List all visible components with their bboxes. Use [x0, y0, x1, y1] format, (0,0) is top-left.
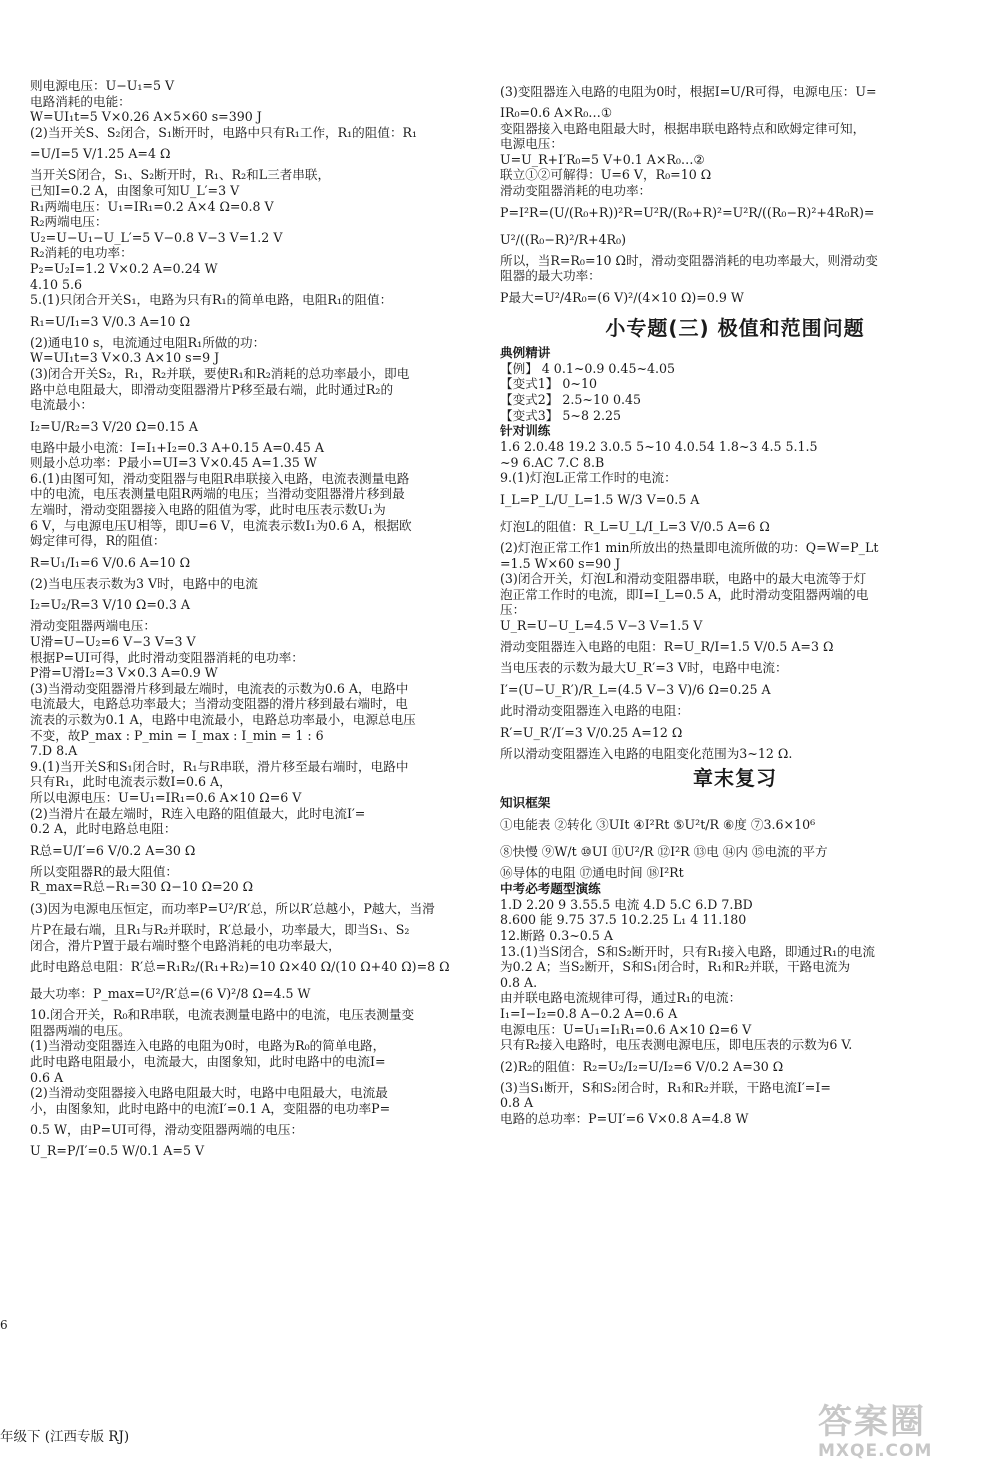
text-line: 所以变阻器R的最大阻值： [30, 863, 179, 879]
text-line: U滑=U−U₂=6 V−3 V=3 V [30, 634, 196, 650]
text-line: P₂=U₂I=1.2 V×0.2 A=0.24 W [30, 260, 218, 276]
text-line: 所以滑动变阻器连入电路的电阻变化范围为3~12 Ω. [500, 745, 793, 761]
text-line: 9.(1)当开关S和S₁闭合时，R₁与R串联，滑片移至最右端时，电路中 [30, 758, 409, 774]
text-line: (2)灯泡正常工作1 min所放出的热量即电流所做的功：Q=W=P_Lt [500, 539, 879, 555]
text-line: 电路消耗的电能： [30, 93, 131, 109]
text-line: ⑯导体的电阻 ⑰通电时间 ⑱I²Rt [500, 865, 684, 881]
text-line: 电源电压： [500, 136, 563, 152]
section3-body [500, 795, 970, 1126]
text-line: W=UI₁t=3 V×0.3 A×10 s=9 J [30, 350, 220, 366]
text-line: 6.(1)由图可知，滑动变阻器与电阻R串联接入电路，电流表测量电路 [30, 470, 410, 486]
text-line: 阻器的最大功率： [500, 268, 601, 284]
text-line: 滑动变阻器两端电压： [30, 618, 156, 634]
text-line: 电路的总功率：P=UI′=6 V×0.8 A=4.8 W [500, 1110, 749, 1126]
text-line: 不变，故P_max : P_min = I_max : I_min = 1 : 6 [30, 727, 324, 743]
text-line: 由并联电路电流规律可得，通过R₁的电流： [500, 990, 742, 1006]
text-line: 电流最小： [30, 397, 93, 413]
text-line: 【变式1】 0~10 [500, 376, 597, 392]
text-line: 10.闭合开关，R₀和R串联，电流表测量电路中的电流，电压表测量变 [30, 1007, 415, 1023]
text-line: 泡正常工作时的电流，即I=I_L=0.5 A，此时滑动变阻器两端的电 [500, 586, 869, 602]
text-line: I₁=I−I₂=0.8 A−0.2 A=0.6 A [500, 1006, 678, 1021]
text-line: (3)变阻器连入电路的电阻为0时，根据I=U/R可得，电源电压：U= [500, 84, 877, 99]
text-line: (3)闭合开关S₂，R₁，R₂并联，要使R₁和R₂消耗的总功率最小，即电 [30, 365, 410, 381]
text-line: R=U₁/I₁=6 V/0.6 A=10 Ω [30, 554, 191, 570]
text-line: R₁=U/I₁=3 V/0.3 A=10 Ω [30, 313, 191, 329]
text-line: 当开关S闭合，S₁、S₂断开时，R₁、R₂和L三者串联， [30, 167, 331, 183]
text-line: 根据P=UI可得，此时滑动变阻器消耗的电功率： [30, 649, 304, 665]
text-line: R总=U/I′=6 V/0.2 A=30 Ω [30, 842, 196, 858]
text-line: 0.5 W，由P=UI可得，滑动变阻器两端的电压： [30, 1122, 304, 1138]
text-line: 则电源电压：U−U₁=5 V [30, 78, 175, 93]
text-line: 6 V，与电源电压U相等，即U=6 V，电流表示数I₁为0.6 A，根据欧 [30, 517, 412, 533]
text-line: 12.断路 0.3~0.5 A [500, 928, 613, 944]
text-line: 灯泡L的阻值：R_L=U_L/I_L=3 V/0.5 A=6 Ω [500, 518, 770, 534]
text-line: R_max=R总−R₁=30 Ω−10 Ω=20 Ω [30, 879, 254, 895]
text-line: 则最小总功率：P最小=UI=3 V×0.45 A=1.35 W [30, 455, 317, 471]
right-column [500, 78, 970, 1127]
text-line: ~9 6.AC 7.C 8.B [500, 454, 605, 470]
text-line: 路中总电阻最大，即滑动变阻器滑片P移至最右端，此时通过R₂的 [30, 381, 394, 397]
text-line: 8.600 能 9.75 37.5 10.2.25 L₁ 4 11.180 [500, 912, 747, 928]
watermark-main: 答案圈 [818, 1402, 926, 1442]
text-line: I₂=U/R₂=3 V/20 Ω=0.15 A [30, 418, 199, 434]
text-line: I_L=P_L/U_L=1.5 W/3 V=0.5 A [500, 491, 700, 507]
text-line: 中考必考题型演练 [500, 880, 601, 896]
text-line: ⑧快慢 ⑨W/t ⑩UI ⑪U²/R ⑫I²R ⑬电 ⑭内 ⑮电流的平方 [500, 844, 828, 860]
text-line: R₂两端电压： [30, 214, 108, 230]
text-line: I′=(U−U_R′)/R_L=(4.5 V−3 V)/6 Ω=0.25 A [500, 682, 771, 698]
text-line: 左端时，滑动变阻器接入电路的阻值为零，此时电压表示数U₁为 [30, 502, 386, 518]
watermark-url: MXQE.COM [818, 1441, 933, 1461]
text-line: (3)当S₁断开，S和S₂闭合时，R₁和R₂并联，干路电流I′=I= [500, 1079, 831, 1095]
text-line: 闭合，滑片P置于最右端时整个电路消耗的电功率最大， [30, 937, 341, 953]
text-line: 1.D 2.20 9 3.55.5 电流 4.D 5.C 6.D 7.BD [500, 896, 753, 912]
text-line: 0.2 A，此时电路总电阻： [30, 821, 177, 837]
text-line: P滑=U滑I₂=3 V×0.3 A=0.9 W [30, 665, 218, 681]
text-line: 电路中最小电流：I=I₁+I₂=0.3 A+0.15 A=0.45 A [30, 439, 324, 455]
text-line: 针对训练 [500, 423, 551, 439]
text-line: I₂=U₂/R=3 V/10 Ω=0.3 A [30, 597, 191, 613]
text-line: (2)当开关S、S₂闭合，S₁断开时，电路中只有R₁工作，R₁的阻值：R₁ [30, 124, 418, 140]
text-line: 压： [500, 602, 526, 618]
text-line: R₁两端电压：U₁=IR₁=0.2 A×4 Ω=0.8 V [30, 198, 274, 214]
text-line: 5.(1)只闭合开关S₁，电路为只有R₁的简单电路，电阻R₁的阻值： [30, 292, 393, 308]
text-line: 只有R₁，此时电流表示数I=0.6 A， [30, 774, 232, 790]
text-line: U²/((R₀−R)²/R+4R₀) [500, 231, 626, 247]
text-line: 姆定律可得，R的阻值： [30, 533, 166, 549]
text-line: 变阻器接入电路电阻最大时，根据串联电路特点和欧姆定律可知， [500, 120, 866, 136]
text-line: 当电压表的示数为最大U_R′=3 V时，电路中电流： [500, 660, 788, 676]
section3-title: 章末复习 [693, 766, 777, 791]
text-line: 所以，当R=R₀=10 Ω时，滑动变阻器消耗的电功率最大，则滑动变 [500, 252, 878, 268]
text-line: (2)R₂的阻值：R₂=U₂/I₂=U/I₂=6 V/0.2 A=30 Ω [500, 1058, 784, 1074]
text-line: 滑动变阻器连入电路的电阻：R=U_R/I=1.5 V/0.5 A=3 Ω [500, 639, 834, 655]
text-line: U₂=U−U₁−U_L′=5 V−0.8 V−3 V=1.2 V [30, 229, 283, 245]
page-number: 6 [0, 1318, 8, 1332]
text-line: 此时滑动变阻器连入电路的电阻： [500, 703, 689, 719]
text-line: ①电能表 ②转化 ③UIt ④I²Rt ⑤U²t/R ⑥度 ⑦3.6×10⁶ [500, 817, 816, 833]
text-line: 流表的示数为0.1 A，电路中电流最小，电路总功率最小，电源总电压 [30, 712, 416, 727]
text-line: IR₀=0.6 A×R₀…① [500, 105, 613, 120]
text-line: 电流最大，电路总功率最大；当滑动变阻器的滑片移到最右端时，电 [30, 696, 408, 712]
text-line: P最大=U²/4R₀=(6 V)²/(4×10 Ω)=0.9 W [500, 289, 744, 305]
section2-body [500, 345, 970, 762]
text-line: 滑动变阻器消耗的电功率： [500, 182, 652, 198]
text-line: 所以电源电压：U=U₁=IR₁=0.6 A×10 Ω=6 V [30, 789, 302, 805]
right-column-top [500, 78, 970, 311]
text-line: 0.6 A [30, 1069, 64, 1085]
text-line: 此时电路总电阻：R′总=R₁R₂/(R₁+R₂)=10 Ω×40 Ω/(10 Ω+40 Ω)=8 Ω [30, 959, 450, 975]
text-line: 0.8 A [500, 1095, 534, 1111]
text-line: (3)因为电源电压恒定，而功率P=U²/R′总，所以R′总越小，P越大，当滑 [30, 900, 435, 916]
watermark-logo [818, 1402, 986, 1464]
text-line: 电源电压：U=U₁=I₁R₁=0.6 A×10 Ω=6 V [500, 1021, 752, 1037]
text-line: 只有R₂接入电路时，电压表测电源电压，即电压表的示数为6 V. [500, 1037, 853, 1053]
left-column [30, 78, 482, 1159]
text-line: 0.8 A. [500, 974, 538, 990]
text-line: =U/I=5 V/1.25 A=4 Ω [30, 146, 171, 162]
text-line: 中的电流，电压表测量电阻R两端的电压；当滑动变阻器滑片移到最 [30, 486, 405, 502]
text-line: W=UI₁t=5 V×0.26 A×5×60 s=390 J [30, 109, 262, 125]
text-line: 已知I=0.2 A，由图象可知U_L′=3 V [30, 182, 240, 198]
text-line: 小，由图象知，此时电路中的电流I′=0.1 A，变阻器的电功率P= [30, 1100, 391, 1116]
text-line: 知识框架 [500, 795, 551, 811]
text-line: 【变式3】 5~8 2.25 [500, 407, 622, 423]
text-line: (2)当滑片在最左端时，R连入电路的阻值最大，此时电流I′= [30, 805, 366, 821]
text-line: 此时电路电阻最小，电流最大，由图象知，此时电路中的电流I= [30, 1053, 386, 1069]
text-line: (2)通电10 s，电流通过电阻R₁所做的功： [30, 334, 266, 350]
section2-title: 小专题(三) 极值和范围问题 [605, 315, 865, 340]
text-line: (2)当电压表示数为3 V时，电路中的电流 [30, 575, 258, 591]
text-line: 为0.2 A；当S₂断开，S和S₁闭合时，R₁和R₂并联，干路电流为 [500, 959, 851, 975]
text-line: 联立①②可解得：U=6 V，R₀=10 Ω [500, 167, 712, 183]
text-line: U_R=U−U_L=4.5 V−3 V=1.5 V [500, 617, 703, 633]
page-footer: 年级下 (江西专版 RJ) [0, 1429, 130, 1445]
text-line: =1.5 W×60 s=90 J [500, 555, 621, 571]
text-line: 4.10 5.6 [30, 276, 83, 292]
text-line: 1.6 2.0.48 19.2 3.0.5 5~10 4.0.54 1.8~3 4.5 5.1.5 [500, 439, 818, 455]
text-line: 阻器两端的电压。 [30, 1022, 131, 1038]
text-line: (3)当滑动变阻器滑片移到最左端时，电流表的示数为0.6 A，电路中 [30, 680, 409, 696]
text-line: R₂消耗的电功率： [30, 245, 133, 261]
text-line: 片P在最右端，且R₁与R₂并联时，R′总最小，功率最大，即当S₁、S₂ [30, 921, 410, 937]
text-line: (1)当滑动变阻器连入电路的电阻为0时，电路为R₀的简单电路， [30, 1038, 386, 1054]
text-line: U=U_R+I′R₀=5 V+0.1 A×R₀…② [500, 151, 705, 167]
text-line: P=I²R=(U/(R₀+R))²R=U²R/(R₀+R)²=U²R/((R₀−R)²+4R₀R)= [500, 204, 875, 220]
text-line: R′=U_R′/I′=3 V/0.25 A=12 Ω [500, 724, 683, 740]
text-line: 13.(1)当S闭合，S和S₂断开时，只有R₁接入电路，即通过R₁的电流 [500, 943, 875, 959]
text-line: 7.D 8.A [30, 743, 78, 759]
text-line: 典例精讲 [500, 344, 551, 360]
text-line: U_R=P/I′=0.5 W/0.1 A=5 V [30, 1143, 205, 1159]
text-line: 最大功率：P_max=U²/R′总=(6 V)²/8 Ω=4.5 W [30, 986, 311, 1002]
text-line: 【变式2】 2.5~10 0.45 [500, 391, 642, 407]
text-line: (2)当滑动变阻器接入电路电阻最大时，电路中电阻最大，电流最 [30, 1085, 388, 1101]
text-line: 【例】 4 0.1~0.9 0.45~4.05 [500, 360, 676, 376]
text-line: (3)闭合开关，灯泡L和滑动变阻器串联，电路中的最大电流等于灯 [500, 571, 867, 587]
text-line: 9.(1)灯泡L正常工作时的电流： [500, 470, 677, 486]
